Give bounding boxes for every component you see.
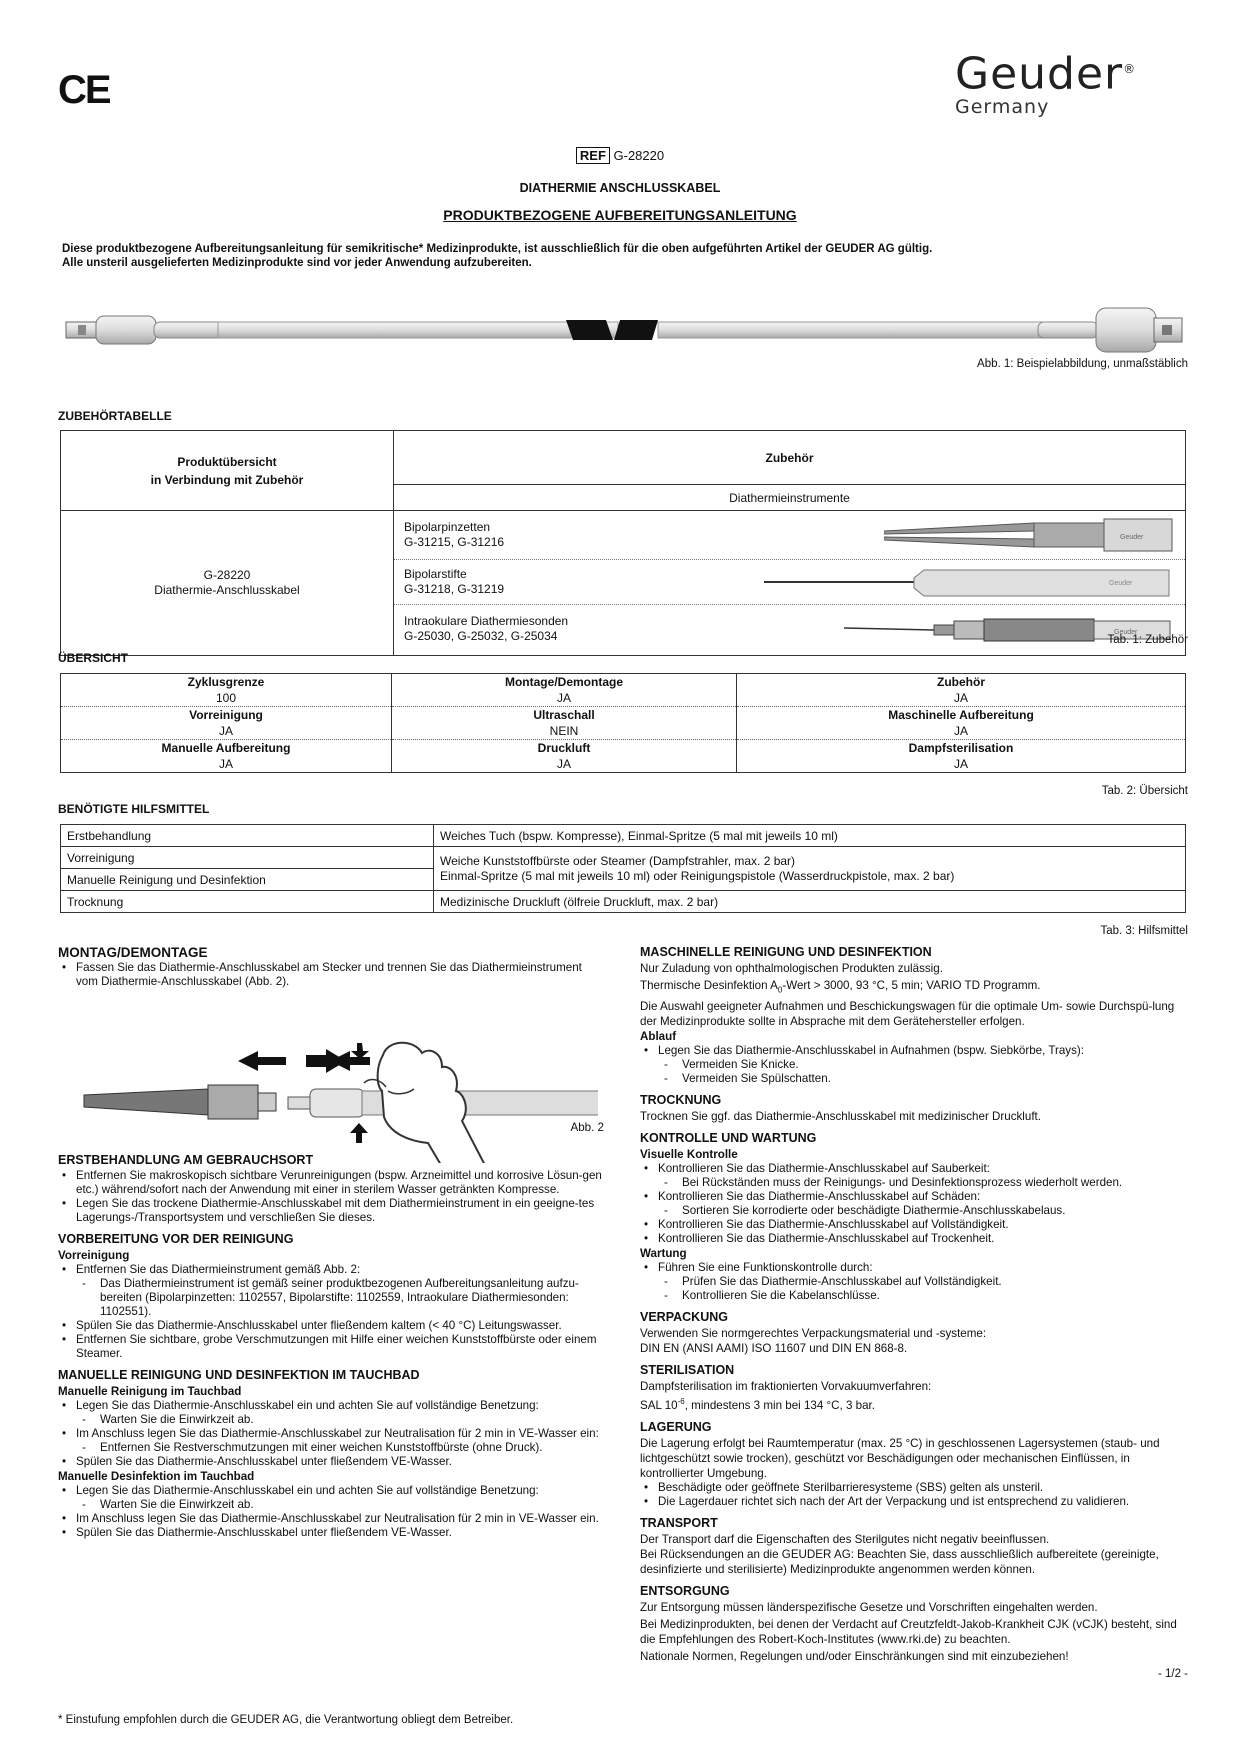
list-item: • Spülen Sie das Diathermie-Anschlusskabel unter fließendem kaltem (< 40 °C) Leitungswasser. [76,1319,604,1333]
overview-value: JA [61,723,392,740]
overview-value: JA [392,756,737,773]
bipolar-forceps-icon [884,517,1174,553]
acc-col1-header-line1: Produktübersicht [177,454,277,469]
list-subitem: - Vermeiden Sie Knicke. [682,1058,1186,1072]
doc-title: DIATHERMIE ANSCHLUSSKABEL [519,181,721,195]
cable-illustration [58,300,1188,360]
list-subitem: - Das Diathermieinstrument ist gemäß seiner produktbezogenen Aufbereitungsanleitung aufzu-bereiten (Bipolarpinzetten: 1102557, Bipolarstifte: 1102559, Intraokulare Diathermiesonden: 1102551). [100,1277,604,1319]
transport-heading: TRANSPORT [640,1516,718,1531]
overview-caption: Tab. 2: Übersicht [1101,785,1188,797]
acc-item-name: Intraokulare Diathermiesonden [404,614,569,628]
lagerung-heading: LAGERUNG [640,1420,712,1435]
kontrolle-heading: KONTROLLE UND WARTUNG [640,1131,817,1146]
acc-item [394,605,1185,655]
acc-item-name: Bipolarstifte [404,567,467,581]
aids-value [434,847,1186,891]
overview-value: JA [737,756,1186,773]
overview-key: Maschinelle Aufbereitung [737,707,1186,724]
overview-key: Manuelle Aufbereitung [161,741,291,755]
acc-col1-header [61,431,394,511]
overview-value: JA [737,690,1186,707]
brand-logo [955,46,1195,118]
intro-line-1: Diese produktbezogene Aufbereitungsanleitung für semikritische* Medizinprodukte, ist ausschließlich für die oben aufgeführten Artikel der GEUDER AG gültig. [62,243,933,255]
list-item: • Kontrollieren Sie das Diathermie-Anschlusskabel auf Vollständigkeit. [658,1218,1186,1232]
acc-item-codes: G-31218, G-31219 [404,582,505,596]
left-column [58,944,604,1540]
ce-mark: CE [58,68,110,112]
paragraph: Thermische Desinfektion $A_0$-Wert > 3000, 93 °C, 5 min; VARIO TD Programm. [640,979,1041,995]
overview-value: JA [392,690,737,707]
doc-subtitle: PRODUKTBEZOGENE AUFBEREITUNGSANLEITUNG [443,207,797,223]
aids-value: Medizinische Druckluft (ölfreie Druckluft, max. 2 bar) [434,891,1186,913]
vorbereitung-heading: VORBEREITUNG VOR DER REINIGUNG [58,1232,294,1246]
manuelle-heading: MANUELLE REINIGUNG UND DESINFEKTION IM TAUCHBAD [58,1368,420,1382]
list-item: • Kontrollieren Sie das Diathermie-Anschlusskabel auf Schäden: - Sortieren Sie korrodierte oder beschädigte Diathermie-Anschlusskabelaus. [658,1190,1186,1218]
trocknung-heading: TROCKNUNG [640,1093,722,1108]
wartung-subheading: Wartung [640,1247,687,1261]
aids-key: Manuelle Reinigung und Desinfektion [61,869,434,891]
list-subitem: - Vermeiden Sie Spülschatten. [682,1072,1186,1086]
list-item: • Entfernen Sie makroskopisch sichtbare Verunreinigungen (bspw. Arzneimittel und korrosive Lösun-gen etc.) während/sofort nach der Anwendung mit einer in sterilem Wasser getränkten Kompresse. [76,1169,604,1197]
list-item: • Kontrollieren Sie das Diathermie-Anschlusskabel auf Trockenheit. [658,1232,1186,1246]
right-column [640,944,1186,1664]
paragraph: Die Auswahl geeigneter Aufnahmen und Beschickungswagen für die optimale Um- sowie Durchspü-lung der Medizinprodukte sollte in Absprache mit dem Gerätehersteller erfolgen. [640,1000,1175,1029]
figure2-caption: Abb. 2 [570,1121,604,1134]
acc-item [394,511,1185,560]
overview-key: Ultraschall [392,707,737,724]
intro-line-2: Alle unsteril ausgelieferten Medizinprodukte sind vor jeder Anwendung aufzubereiten. [62,257,532,269]
aids-table [60,824,1186,913]
acc-item-engraving: Geuder [1114,629,1138,636]
list-item: • Legen Sie das Diathermie-Anschlusskabel ein und achten Sie auf vollständige Benetzung: - Warten Sie die Einwirkzeit ab. [76,1399,604,1427]
list-subitem: - Bei Rückständen muss der Reinigungs- und Desinfektionsprozess wiederholt werden. [682,1176,1186,1190]
paragraph: Nationale Normen, Regelungen und/oder Einschränkungen sind mit einzubeziehen! [640,1650,1069,1664]
aids-key: Vorreinigung [61,847,434,869]
intro-text [62,242,1192,270]
entsorgung-heading: ENTSORGUNG [640,1584,730,1599]
aids-value: Weiches Tuch (bspw. Kompresse), Einmal-Spritze (5 mal mit jeweils 10 ml) [434,825,1186,847]
verpackung-heading: VERPACKUNG [640,1310,728,1325]
paragraph: Nur Zuladung von ophthalmologischen Produkten zulässig. [640,962,943,975]
acc-item [394,560,1185,605]
list-subitem: - Warten Sie die Einwirkzeit ab. [100,1413,604,1427]
visuelle-kontrolle-subheading: Visuelle Kontrolle [640,1148,738,1162]
paragraph: DIN EN (ANSI AAMI) ISO 11607 und DIN EN 868-8. [640,1342,908,1356]
accessories-caption: Tab. 1: Zubehör [1107,634,1188,646]
overview-value: 100 [61,690,392,707]
paragraph: Bei Medizinprodukten, bei denen der Verdacht auf Creutzfeldt-Jakob-Krankheit CJK (vCJK) besteht, sind die Empfehlungen des Robert-Koch-Institutes (www.rki.de) zu beachten. [640,1618,1177,1647]
vorreinigung-subheading: Vorreinigung [58,1249,130,1262]
aids-key: Erstbehandlung [61,825,434,847]
overview-value: JA [218,757,233,771]
acc-product-code: G-28220 [203,568,251,582]
overview-key: Montage/Demontage [392,674,737,691]
list-subitem: - Entfernen Sie Restverschmutzungen mit einer weichen Kunststoffbürste (ohne Druck). [100,1441,604,1455]
list-item: • Im Anschluss legen Sie das Diathermie-Anschlusskabel zur Neutralisation für 2 min in VE-Wasser ein. [76,1512,604,1526]
page-number: - 1/2 - [1157,1668,1188,1680]
list-item: • Fassen Sie das Diathermie-Anschlusskabel am Stecker und trennen Sie das Diathermieinstrument vom Diathermie-Anschlusskabel (Abb. 2). [76,961,604,989]
paragraph: Der Transport darf die Eigenschaften des Sterilgutes nicht negativ beeinflussen. [640,1533,1050,1547]
paragraph: Bei Rücksendungen an die GEUDER AG: Beachten Sie, dass ausschließlich aufbereitete (gereinigte, desinfizierte und sterilisierte) Medizinprodukte angenommen werden können. [640,1548,1159,1577]
manuelle-desinfektion-subheading: Manuelle Desinfektion im Tauchbad [58,1470,255,1483]
paragraph: Verwenden Sie normgerechtes Verpackungsmaterial und -systeme: [640,1327,987,1341]
list-subitem: - Kontrollieren Sie die Kabelanschlüsse. [682,1289,1186,1303]
list-item: • Spülen Sie das Diathermie-Anschlusskabel unter fließendem VE-Wasser. [76,1526,604,1540]
list-subitem: - Prüfen Sie das Diathermie-Anschlusskabel auf Vollständigkeit. [682,1275,1186,1289]
overview-key: Zyklusgrenze [187,675,265,689]
disassembly-illustration [58,993,598,1163]
overview-key: Zubehör [737,674,1186,691]
brand-country: Germany [955,95,1050,118]
erstbehandlung-heading: ERSTBEHANDLUNG AM GEBRAUCHSORT [58,1153,314,1167]
ablauf-subheading: Ablauf [640,1030,677,1044]
list-item: • Beschädigte oder geöffnete Sterilbarrieresysteme (SBS) gelten als unsteril. [658,1481,1186,1495]
acc-item-codes: G-31215, G-31216 [404,535,505,549]
aids-value-line: Weiche Kunststoffbürste oder Steamer (Dampfstrahler, max. 2 bar) [440,853,796,868]
aids-heading: BENÖTIGTE HILFSMITTEL [58,802,210,816]
overview-key: Druckluft [392,740,737,757]
footnote: * Einstufung empfohlen durch die GEUDER AG, die Verantwortung obliegt dem Betreiber. [58,1714,514,1726]
manuelle-reinigung-subheading: Manuelle Reinigung im Tauchbad [58,1385,242,1398]
list-item: • Kontrollieren Sie das Diathermie-Anschlusskabel auf Sauberkeit: - Bei Rückständen muss der Reinigungs- und Desinfektionsprozess wiederholt werden. [658,1162,1186,1190]
montage-heading: MONTAG/DEMONTAGE [58,945,208,960]
paragraph: SAL $10^{-6}$, mindestens 3 min bei 134 °C, 3 bar. [640,1397,875,1413]
acc-item-engraving: Geuder [1120,534,1144,541]
overview-key: Dampfsterilisation [737,740,1186,757]
brand-registered-mark: ® [1123,62,1137,76]
list-item: • Führen Sie eine Funktionskontrolle durch: - Prüfen Sie das Diathermie-Anschlusskabel auf Vollständigkeit. - Kontrollieren Sie die Kabelanschlüsse. [658,1261,1186,1303]
overview-value: JA [737,723,1186,740]
paragraph: Trocknen Sie ggf. das Diathermie-Anschlusskabel mit medizinischer Druckluft. [640,1110,1041,1124]
overview-heading: ÜBERSICHT [58,651,129,665]
acc-col1-header-line2: in Verbindung mit Zubehör [150,472,304,487]
list-item: • Spülen Sie das Diathermie-Anschlusskabel unter fließendem VE-Wasser. [76,1455,604,1469]
aids-value-line: Einmal-Spritze (5 mal mit jeweils 10 ml) oder Reinigungspistole (Wasserdruckpistole, max. 2 bar) [440,868,955,883]
acc-item-engraving: Geuder [1109,580,1133,587]
aids-caption: Tab. 3: Hilfsmittel [1100,925,1188,937]
list-item: • Legen Sie das trockene Diathermie-Anschlusskabel mit dem Diathermieinstrument in ein geeigne-tes Lagerungs-/Transportsystem und verschließen Sie dieses. [76,1197,604,1225]
aids-key: Trocknung [61,891,434,913]
acc-item-codes: G-25030, G-25032, G-25034 [404,629,558,643]
accessories-heading: ZUBEHÖRTABELLE [58,409,172,423]
accessories-table [60,430,1186,656]
list-item: • Im Anschluss legen Sie das Diathermie-Anschlusskabel zur Neutralisation für 2 min in VE-Wasser ein: - Entfernen Sie Restverschmutzungen mit einer weichen Kunststoffbürste (ohne Druck). [76,1427,604,1455]
list-subitem: - Sortieren Sie korrodierte oder beschädigte Diathermie-Anschlusskabelaus. [682,1204,1186,1218]
acc-col2-header: Zubehör [394,431,1186,485]
ref-value: G-28220 [613,148,665,163]
paragraph: Zur Entsorgung müssen länderspezifische Gesetze und Vorschriften eingehalten werden. [640,1601,1098,1615]
list-item: • Die Lagerdauer richtet sich nach der Art der Verpackung und ist entsprechend zu validieren. [658,1495,1186,1509]
bipolar-pin-icon [764,564,1174,600]
list-subitem: - Warten Sie die Einwirkzeit ab. [100,1498,604,1512]
ref-label: REF [576,147,610,164]
list-item: • Legen Sie das Diathermie-Anschlusskabel in Aufnahmen (bspw. Siebkörbe, Trays): - Vermeiden Sie Knicke. - Vermeiden Sie Spülschatten. [658,1044,1186,1086]
overview-value: NEIN [392,723,737,740]
acc-product-name: Diathermie-Anschlusskabel [154,583,300,597]
figure1-caption: Abb. 1: Beispielabbildung, unmaßstäblich [977,358,1188,370]
list-item: • Entfernen Sie das Diathermieinstrument gemäß Abb. 2: - Das Diathermieinstrument ist gemäß seiner produktbezogenen Aufbereitungsanleitung aufzu-bereiten (Bipolarpinzetten: 1102557, Bipolarstifte: 1102559, Intraokulare Diathermiesonden: 1102551). [76,1263,604,1319]
overview-key: Vorreinigung [189,708,263,722]
overview-table [60,673,1186,773]
acc-product [61,511,394,656]
list-item: • Legen Sie das Diathermie-Anschlusskabel ein und achten Sie auf vollständige Benetzung: - Warten Sie die Einwirkzeit ab. [76,1484,604,1512]
acc-item-name: Bipolarpinzetten [404,520,491,534]
maschinelle-heading: MASCHINELLE REINIGUNG UND DESINFEKTION [640,945,932,959]
brand-name: Geuder [955,48,1124,100]
sterilisation-heading: STERILISATION [640,1363,735,1378]
paragraph: Die Lagerung erfolgt bei Raumtemperatur (max. 25 °C) in geschlossenen Lagersystemen (staub- und lichtgeschützt sowie trocken), geschützt vor Beschädigungen oder mechanischen Einflüssen, in kontrollierter Umgebung. [640,1437,1160,1481]
acc-group: Diathermieinstrumente [394,485,1186,511]
list-item: • Entfernen Sie sichtbare, grobe Verschmutzungen mit Hilfe einer weichen Kunststoffbürste oder einem Steamer. [76,1333,604,1361]
ref-line [0,148,1240,163]
paragraph: Dampfsterilisation im fraktionierten Vorvakuumverfahren: [640,1380,932,1394]
